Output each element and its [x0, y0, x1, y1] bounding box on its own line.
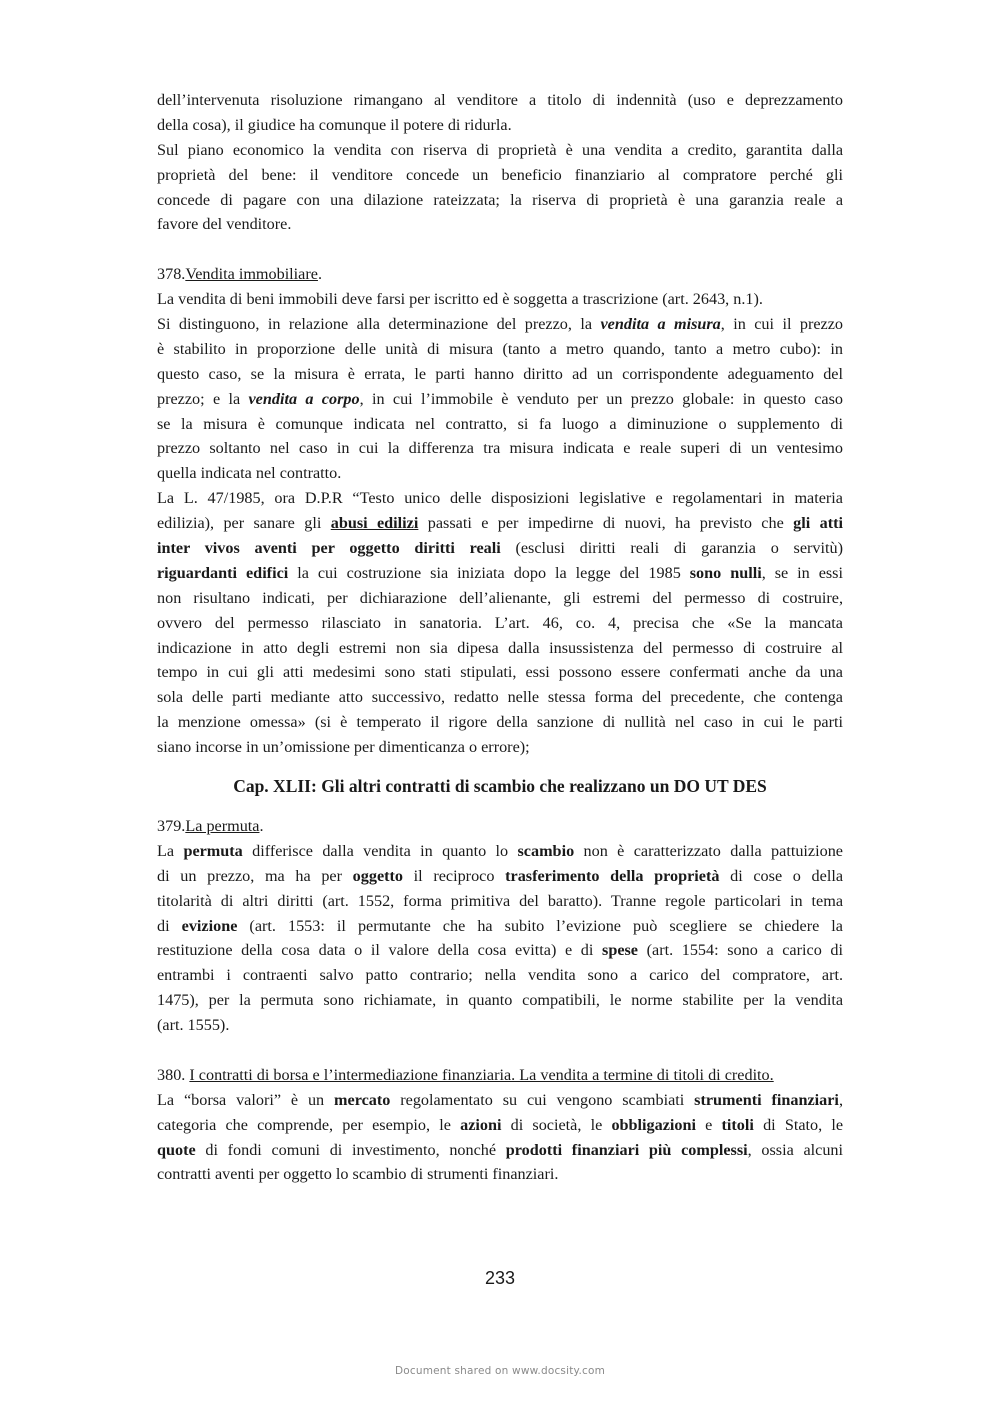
emphasis: vendita a misura — [600, 315, 721, 334]
text-line: categoria che comprende, per esempio, le azioni di società, le obbligazioni e titoli di Stato, le — [157, 1115, 844, 1134]
text-line: dell’intervenuta risoluzione rimangano al venditore a titolo di indennità (uso e deprezzamento — [157, 91, 843, 109]
text-line: tempo in cui gli atti medesimi sono stati stipulati, essi possono essere confermati anche da una — [157, 663, 843, 682]
text-line: di un prezzo, ma ha per oggetto il reciproco trasferimento della proprietà di cose o della — [157, 866, 844, 885]
text-line: inter vivos aventi per oggetto diritti reali (esclusi diritti reali di garanzia o servitù) — [157, 539, 843, 558]
emphasis: permuta — [183, 841, 243, 860]
text-line: prezzo soltanto nel caso in cui la differenza tra misura indicata e reale superi di un ventesimo — [157, 439, 843, 458]
text-line: La “borsa valori” è un mercato regolamentato su cui vengono scambiati strumenti finanziari, — [157, 1090, 843, 1109]
text-line: prezzo; e la vendita a corpo, in cui l’immobile è venduto per un prezzo globale: in questo caso — [157, 389, 843, 408]
section-379 — [157, 814, 843, 1038]
emphasis: spese — [602, 941, 638, 960]
section-number: 378. — [157, 265, 186, 284]
emphasis: abusi edilizi — [330, 514, 419, 533]
text-line: se la misura è comunque indicata nel contratto, si fa luogo a diminuzione o supplemento di — [157, 414, 843, 433]
emphasis: inter vivos aventi per oggetto diritti reali — [157, 539, 501, 558]
text-line: quella indicata nel contratto. — [157, 464, 342, 483]
text-line: indicazione in atto degli estremi non sia dipesa dalla insussistenza del permesso di costruire al — [157, 638, 843, 657]
emphasis: evizione — [181, 916, 238, 935]
emphasis: vendita a corpo — [248, 389, 360, 408]
paragraph — [157, 138, 843, 238]
text-line: Si distinguono, in relazione alla determinazione del prezzo, la vendita a misura, in cui il prezzo — [157, 315, 843, 334]
text-line: sola delle parti mediante atto successivo, redatto nelle stessa forma del precedente, che contenga — [157, 688, 843, 707]
emphasis: gli atti — [793, 514, 844, 533]
text-line: proprietà del bene: il venditore concede un beneficio finanziario al compratore perché gli — [157, 165, 843, 184]
text-line: La L. 47/1985, ora D.P.R “Testo unico delle disposizioni legislative e regolamentari in materia — [157, 489, 843, 508]
text-line: entrambi i contraenti salvo patto contrario; nella vendita sono a carico del compratore, art. — [157, 966, 843, 985]
emphasis: quote — [157, 1140, 196, 1159]
emphasis: oggetto — [352, 866, 404, 885]
section-380 — [157, 1063, 843, 1187]
emphasis: mercato — [334, 1090, 391, 1109]
text-line: 1475), per la permuta sono richiamate, in quanto compatibili, le norme stabilite per la vendita — [157, 991, 843, 1010]
page-number: 233 — [484, 1268, 516, 1288]
footer-notice: Document shared on www.docsity.com — [394, 1365, 606, 1377]
emphasis: sono nulli — [689, 563, 762, 582]
emphasis: obbligazioni — [611, 1115, 696, 1134]
text-line: siano incorse in un’omissione per dimenticanza o errore); — [157, 738, 530, 757]
text-line: è stabilito in proporzione delle unità di misura (tanto a metro quando, tanto a metro cubo): in — [157, 339, 843, 358]
section-title — [157, 1063, 843, 1088]
section-title-text: Vendita immobiliare — [185, 265, 318, 284]
text-line: questo caso, se la misura è errata, le parti hanno diritto ad un corrispondente adeguamento del — [157, 364, 843, 383]
section-title-text: La permuta — [185, 816, 260, 835]
text-line: della cosa), il giudice ha comunque il potere di ridurla. — [157, 115, 512, 134]
section-title-text: I contratti di borsa e l’intermediazione finanziaria. La vendita a termine di titoli di credito. — [189, 1065, 774, 1084]
section-378 — [157, 262, 843, 760]
text-line: favore del venditore. — [157, 215, 292, 234]
text-line: titolarità di altri diritti (art. 1552, forma primitiva del baratto). Tranne regole particolari in tema — [157, 891, 843, 910]
paragraph — [157, 88, 843, 138]
text-line: contratti aventi per oggetto lo scambio di strumenti finanziari. — [157, 1165, 559, 1184]
text-line: concede di pagare con una dilazione rateizzata; la riserva di proprietà è una garanzia reale a — [157, 190, 843, 209]
emphasis: scambio — [517, 841, 575, 860]
chapter-heading: Cap. XLII: Gli altri contratti di scambio che realizzano un DO UT DES — [233, 776, 767, 797]
emphasis: riguardanti edifici — [157, 563, 289, 582]
text-line: La vendita di beni immobili deve farsi per iscritto ed è soggetta a trascrizione (art. 2643, n.1). — [157, 290, 763, 309]
section-title: 378.Vendita immobiliare. — [157, 265, 322, 284]
text-line: la menzione omessa» (si è temperato il rigore della sanzione di nullità nel caso in cui le parti — [157, 713, 843, 732]
text-line: non risultano indicati, per dichiarazione dell’alienante, gli estremi del permesso di costruire, — [157, 588, 843, 607]
emphasis: strumenti finanziari — [694, 1090, 839, 1109]
document-page — [157, 88, 843, 1187]
section-number: 379. — [157, 816, 186, 835]
text-line: riguardanti edifici la cui costruzione sia iniziata dopo la legge del 1985 sono nulli, se in essi — [157, 563, 843, 582]
text-line: La permuta differisce dalla vendita in quanto lo scambio non è caratterizzato dalla pattuizione — [157, 841, 843, 860]
text-line: ovvero del permesso rilasciato in sanatoria. L’art. 46, co. 4, precisa che «Se la mancata — [157, 613, 843, 632]
text-line: (art. 1555). — [157, 1016, 230, 1035]
text-line: restituzione della cosa data o il valore della cosa evitta) e di spese (art. 1554: sono a carico di — [157, 941, 843, 960]
emphasis: trasferimento della proprietà — [505, 866, 720, 885]
text-line: quote di fondi comuni di investimento, nonché prodotti finanziari più complessi, ossia alcuni — [157, 1140, 844, 1159]
emphasis: azioni — [460, 1115, 502, 1134]
emphasis: titoli — [721, 1115, 754, 1134]
text-line: di evizione (art. 1553: il permutante che ha subito l’evizione può scegliere se chiedere la — [157, 916, 843, 935]
text-line: Sul piano economico la vendita con riserva di proprietà è una vendita a credito, garantita dalla — [157, 140, 843, 159]
section-title: 379.La permuta. — [157, 816, 264, 835]
emphasis: prodotti finanziari più complessi — [505, 1140, 748, 1159]
text-line: edilizia), per sanare gli abusi edilizi passati e per impedirne di nuovi, ha previsto che gli atti — [157, 514, 844, 533]
section-number: 380. — [157, 1065, 190, 1084]
